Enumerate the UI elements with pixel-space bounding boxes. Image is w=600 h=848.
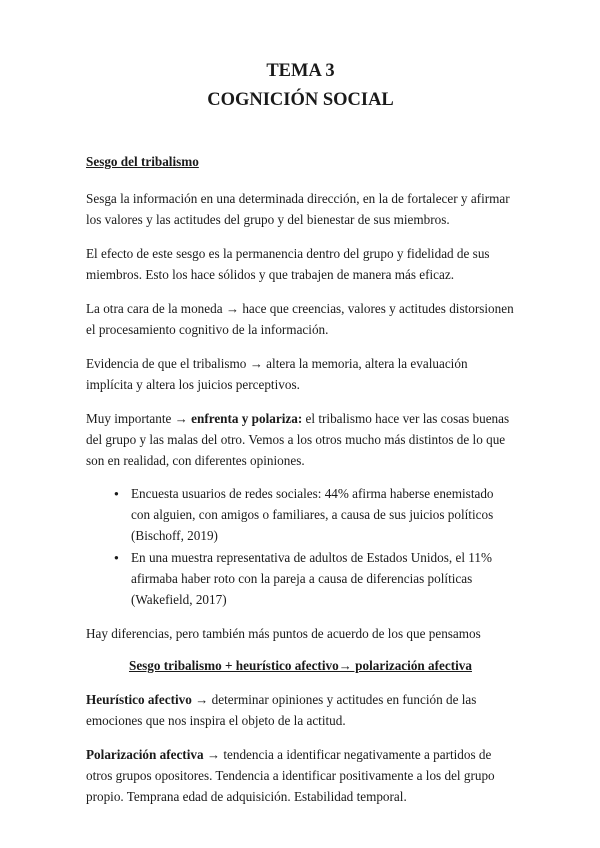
paragraph-6: Hay diferencias, pero también más puntos de acuerdo de los que pensamos — [86, 626, 481, 641]
polarization-term: Polarización afectiva — [86, 747, 204, 762]
polarization-definition: → tendencia a identificar negativamente a partidos de otros grupos opositores. Tendencia a identificar positivamente a los del grupo propio. Temprana edad de adquisición. Estabilidad temporal. — [86, 747, 495, 804]
paragraph-3: La otra cara de la moneda → hace que creencias, valores y actitudes distorsionen el procesamiento cognitivo de la información. — [86, 301, 514, 337]
section-heading: Sesgo del tribalismo — [86, 154, 199, 169]
paragraph-5-prefix: Muy importante → — [86, 411, 192, 426]
heuristic-paragraph — [86, 689, 515, 731]
paragraph-2: El efecto de este sesgo es la permanencia dentro del grupo y fidelidad de sus miembros. Esto los hace sólidos y que trabajen de manera más eficaz. — [86, 246, 490, 282]
subsection-heading: Sesgo tribalismo + heurístico afectivo→ polarización afectiva — [128, 658, 472, 673]
document-title-line-1: TEMA 3 — [266, 61, 335, 81]
bullet-list — [86, 483, 515, 610]
paragraph-1: Sesga la información en una determinada dirección, en la de fortalecer y afirmar los valores y las actitudes del grupo y del bienestar de sus miembros. — [86, 191, 510, 227]
paragraph-4: Evidencia de que el tribalismo → altera la memoria, altera la evaluación implícita y altera los juicios perceptivos. — [86, 356, 468, 392]
list-item: ● En una muestra representativa de adultos de Estados Unidos, el 11% afirmaba haber roto con la pareja a causa de diferencias políticas (Wakefield, 2017) — [131, 547, 515, 610]
heuristic-definition: → determinar opiniones y actitudes en función de las emociones que nos inspira el objeto de la actitud. — [86, 692, 477, 728]
paragraph-5-rest: el tribalismo hace ver las cosas buenas del grupo y las malas del otro. Vemos a los otros mucho más distintos de lo que son en realidad, con diferentes opiniones. — [86, 411, 510, 468]
heuristic-term: Heurístico afectivo — [86, 692, 192, 707]
list-item: ● Encuesta usuarios de redes sociales: 44% afirma haberse enemistado con alguien, con amigos o familiares, a causa de sus juicios políticos (Bischoff, 2019) — [131, 483, 515, 546]
polarization-paragraph — [86, 744, 515, 807]
paragraph-5 — [86, 408, 515, 471]
document-title-line-2: COGNICIÓN SOCIAL — [207, 90, 394, 110]
paragraph-5-bold: enfrenta y polariza: — [191, 411, 303, 426]
